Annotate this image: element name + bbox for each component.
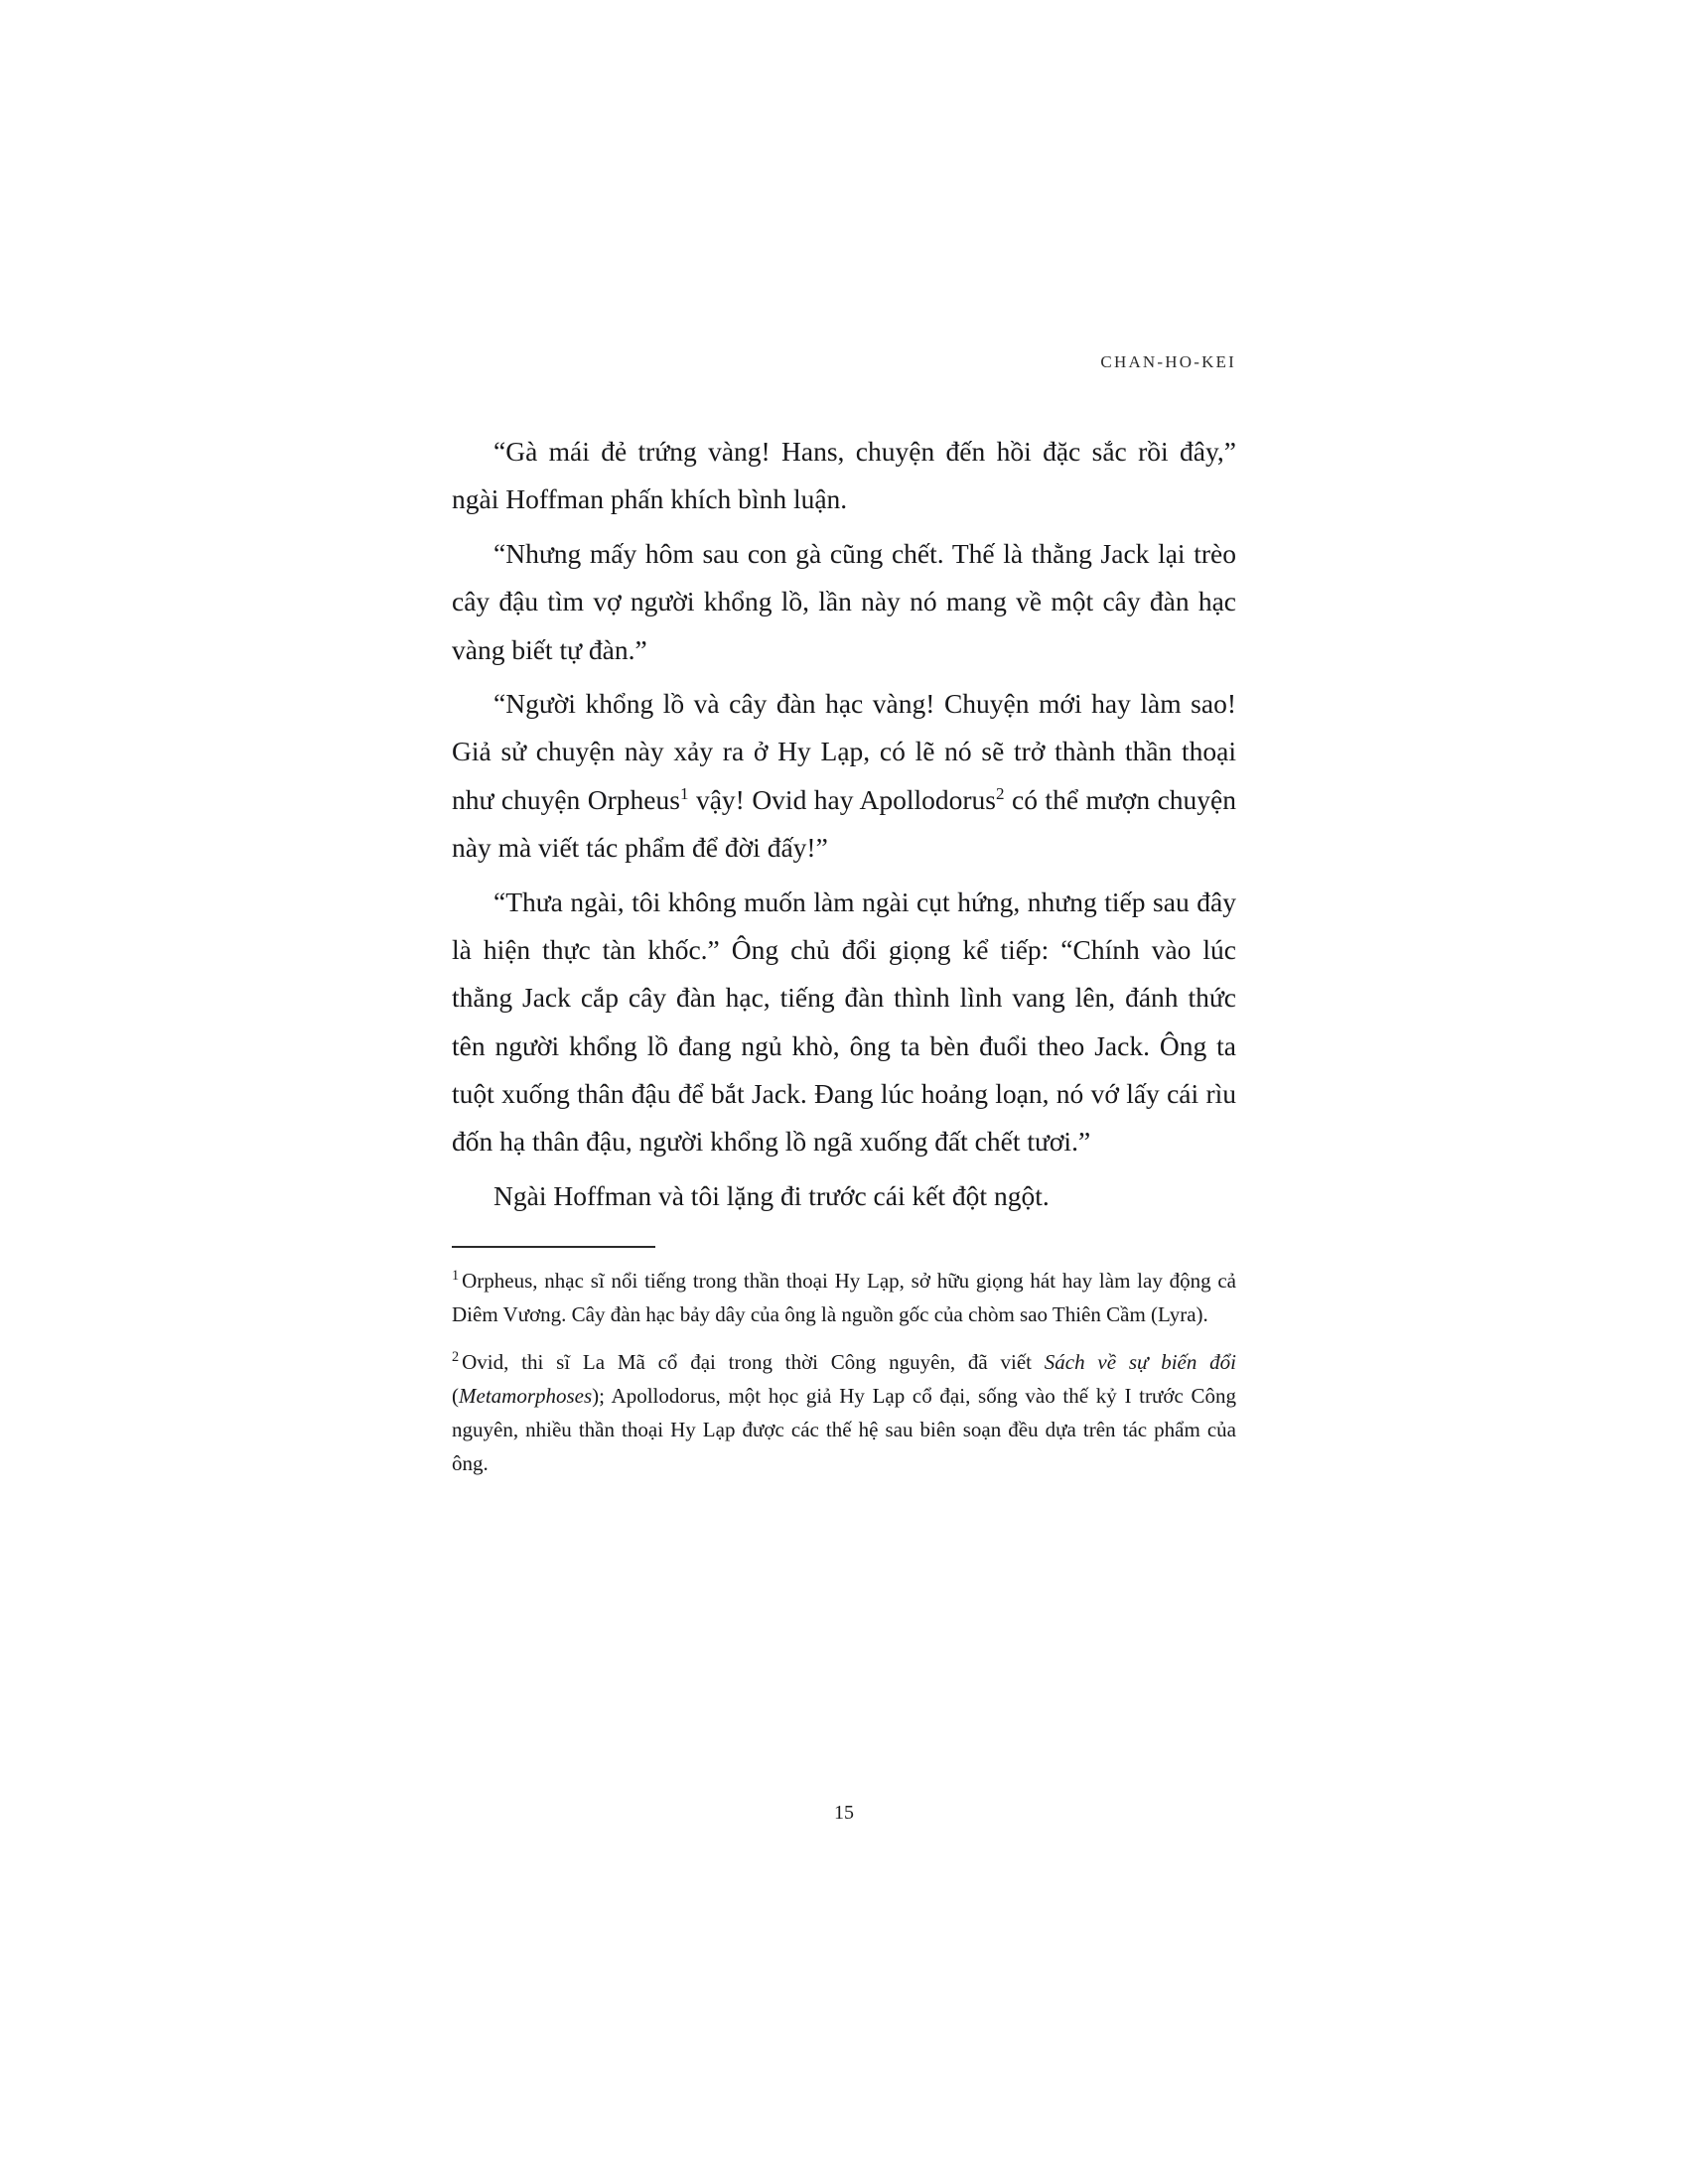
- paragraph-text-part: “Người khổng lồ và cây đàn hạc vàng! Chuyện mới hay làm sao! Giả sử chuyện này xảy ra ở Hy Lạp, có lẽ nó sẽ trở thành thần thoại như chuyện Orpheus: [452, 687, 1236, 815]
- footnote-marker: 1: [452, 1268, 460, 1285]
- footnote-item: [452, 1264, 1236, 1331]
- body-text: [452, 428, 1236, 1220]
- page-number: 15: [834, 1802, 854, 1824]
- footnote-ref-1[interactable]: 1: [679, 783, 689, 803]
- paragraph: “Nhưng mấy hôm sau con gà cũng chết. Thế là thằng Jack lại trèo cây đậu tìm vợ người khổng lồ, lần này nó mang về một cây đàn hạc vàng biết tự đàn.”: [452, 537, 1236, 665]
- footnotes: [452, 1264, 1236, 1480]
- paragraph-text-part: vậy! Ovid hay Apollodorus: [688, 783, 996, 815]
- footnote-item: [452, 1345, 1236, 1480]
- footnote-text: Ovid, thi sĩ La Mã cổ đại trong thời Công nguyên, đã viết: [462, 1350, 1045, 1375]
- footnote-text: ); Apollodorus, một học giả Hy Lạp cổ đại, sống vào thế kỷ I trước Công nguyên, nhiều thần thoại Hy Lạp được các thế hệ sau biên soạn đều dựa trên tác phẩm của ông.: [452, 1384, 1236, 1476]
- footnote-title-italic: Sách về sự biến đổi: [1044, 1350, 1236, 1375]
- footnote-text: Orpheus, nhạc sĩ nổi tiếng trong thần thoại Hy Lạp, sở hữu giọng hát hay làm lay động cả Diêm Vương. Cây đàn hạc bảy dây của ông là nguồn gốc của chòm sao Thiên Cầm (Lyra).: [452, 1269, 1236, 1327]
- footnote-ref-2[interactable]: 2: [995, 783, 1005, 803]
- footnote-text: (: [452, 1384, 459, 1409]
- paragraph-with-footnote-refs: [452, 680, 1236, 873]
- footnote-title-italic: Metamorphoses: [459, 1384, 593, 1409]
- paragraph: “Gà mái đẻ trứng vàng! Hans, chuyện đến hồi đặc sắc rồi đây,” ngài Hoffman phấn khích bình luận.: [452, 436, 1236, 515]
- paragraph: Ngài Hoffman và tôi lặng đi trước cái kết đột ngột.: [493, 1179, 1050, 1211]
- paragraph-text-part: có thể mượn chuyện này mà viết tác phẩm để đời đấy!”: [452, 783, 1236, 864]
- running-head: CHAN-HO-KEI: [1100, 352, 1236, 371]
- footnote-marker: 2: [452, 1349, 460, 1366]
- page-content: [452, 352, 1236, 1480]
- footnote-separator-rule: [452, 1246, 655, 1248]
- paragraph: “Thưa ngài, tôi không muốn làm ngài cụt hứng, nhưng tiếp sau đây là hiện thực tàn khốc.” Ông chủ đổi giọng kể tiếp: “Chính vào lúc thằng Jack cắp cây đàn hạc, tiếng đàn thình lình vang lên, đánh thức tên người khổng lồ đang ngủ khò, ông ta bèn đuổi theo Jack. Ông ta tuột xuống thân đậu để bắt Jack. Đang lúc hoảng loạn, nó vớ lấy cái rìu đốn hạ thân đậu, người khổng lồ ngã xuống đất chết tươi.”: [452, 886, 1236, 1158]
